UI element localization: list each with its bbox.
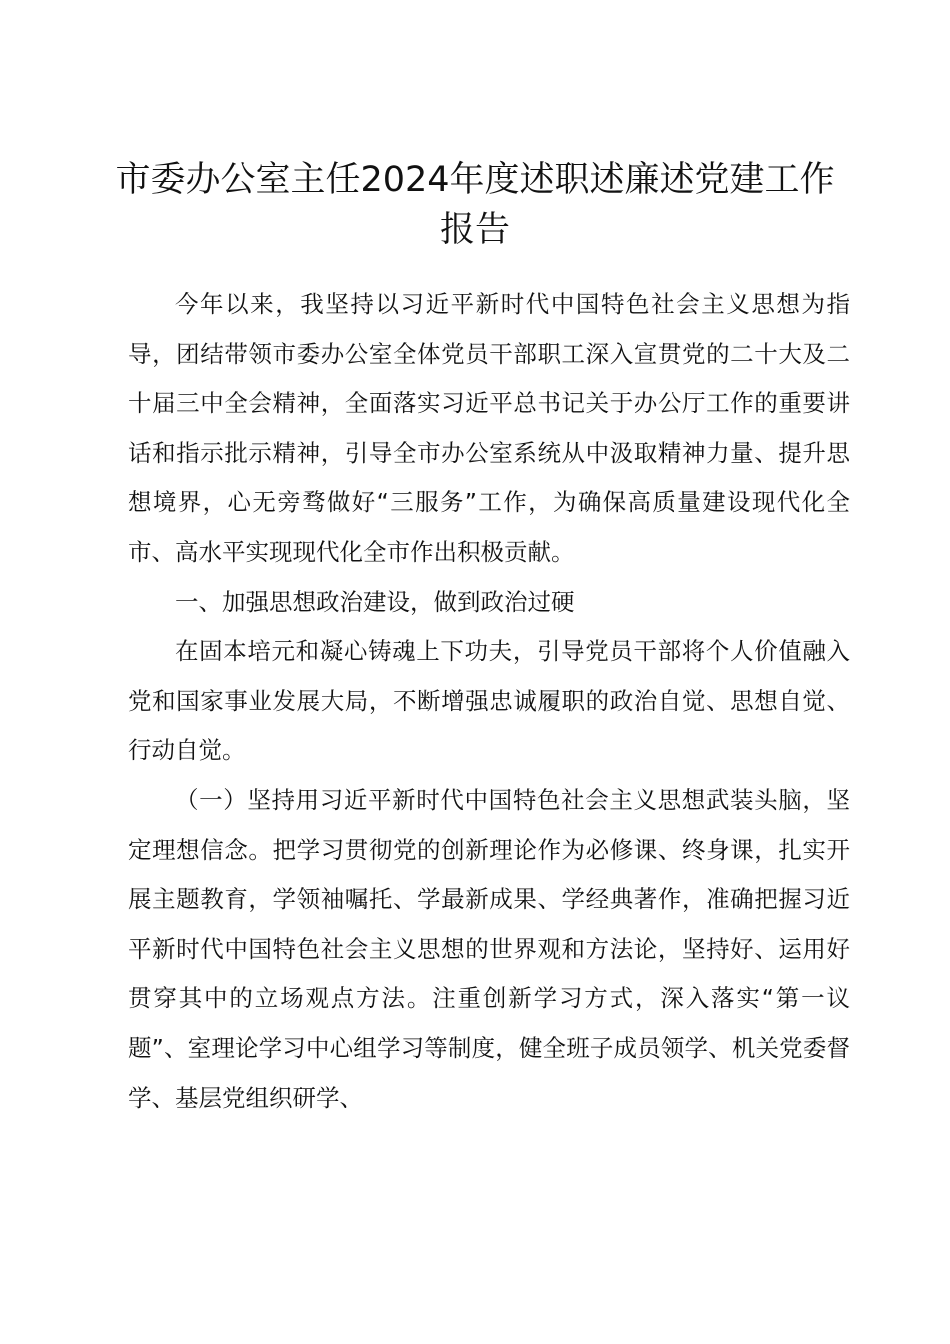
document-body	[128, 280, 850, 1123]
section-intro-paragraph: 在固本培元和凝心铸魂上下功夫，引导党员干部将个人价值融入党和国家事业发展大局，不断增强忠诚履职的政治自觉、思想自觉、行动自觉。	[128, 637, 850, 765]
subsection-paragraph: （一）坚持用习近平新时代中国特色社会主义思想武装头脑，坚定理想信念。把学习贯彻党的创新理论作为必修课、终身课，扎实开展主题教育，学领袖嘱托、学最新成果、学经典著作，准确把握习近平新时代中国特色社会主义思想的世界观和方法论，坚持好、运用好贯穿其中的立场观点方法。注重创新学习方式，深入落实“第一议题”、室理论学习中心组学习等制度，健全班子成员领学、机关党委督学、基层党组织研学、	[128, 785, 850, 1112]
section-heading: 一、加强思想政治建设，做到政治过硬	[175, 587, 575, 616]
intro-paragraph: 今年以来，我坚持以习近平新时代中国特色社会主义思想为指导，团结带领市委办公室全体党员干部职工深入宣贯党的二十大及二十届三中全会精神，全面落实习近平总书记关于办公厅工作的重要讲话和指示批示精神，引导全市办公室系统从中汲取精神力量、提升思想境界，心无旁骛做好“三服务”工作，为确保高质量建设现代化全市、高水平实现现代化全市作出积极贡献。	[128, 290, 850, 566]
document-title: 市委办公室主任2024年度述职述廉述党建工作报告	[115, 160, 835, 250]
